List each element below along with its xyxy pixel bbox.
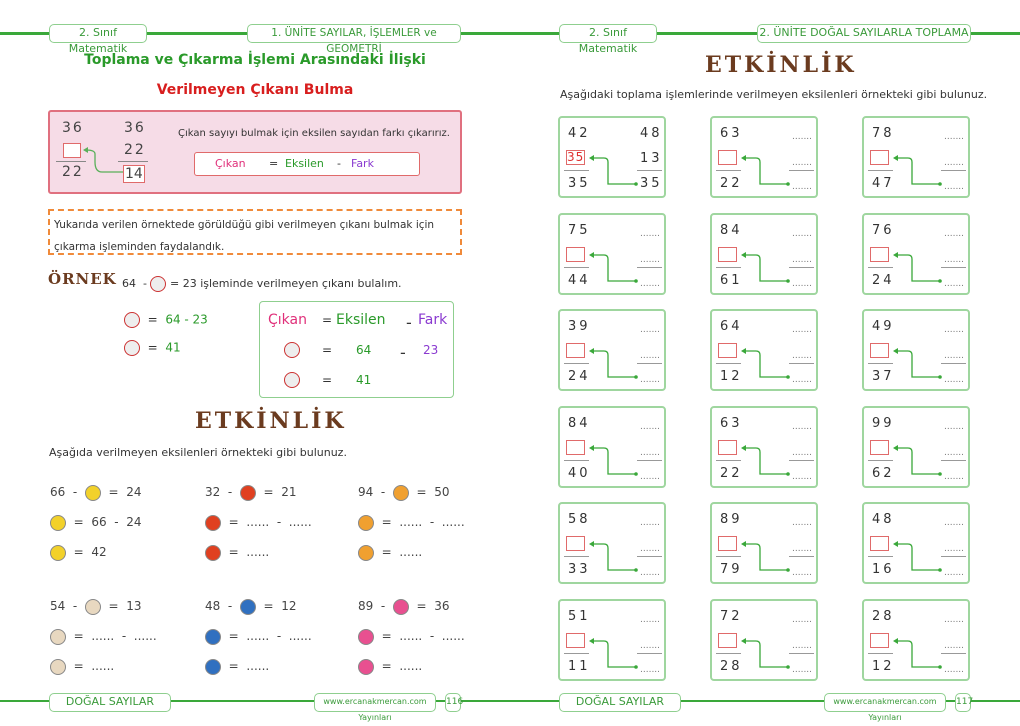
answer-box[interactable] xyxy=(718,343,737,358)
horse-icon xyxy=(50,629,66,645)
card-right-bottom[interactable]: ....... xyxy=(944,182,965,192)
card-bottom-number: 12 xyxy=(872,658,895,674)
rule-text: Çıkan sayıyı bulmak için eksilen sayıdan farkı çıkarırız. xyxy=(178,128,450,139)
card-bottom-number: 12 xyxy=(720,369,743,384)
solution-line1: 64 - 23 xyxy=(165,312,208,327)
butterfly-icon xyxy=(358,629,374,645)
exercise-card xyxy=(710,599,818,681)
card-right-middle[interactable]: ....... xyxy=(792,640,813,651)
card-right-bottom[interactable]: ....... xyxy=(640,664,661,675)
answer-box[interactable] xyxy=(718,440,737,455)
card-bottom-number: 28 xyxy=(720,658,743,674)
difference-2: 22 xyxy=(124,142,146,158)
card-right-top[interactable]: ....... xyxy=(944,421,965,432)
card-right-top[interactable]: ....... xyxy=(792,614,813,625)
ornek-op: - xyxy=(143,277,147,290)
card-top-number: 75 xyxy=(568,222,591,238)
card-right-top[interactable]: ....... xyxy=(640,228,661,239)
box-v2: 23 xyxy=(423,343,439,357)
minuend: 36 xyxy=(62,120,84,136)
puzzle-step2[interactable]: = ...... xyxy=(205,656,269,676)
puzzle-step1-b: ...... xyxy=(441,629,465,643)
answer-box[interactable] xyxy=(718,150,737,165)
answer-box[interactable] xyxy=(718,247,737,262)
exercise-card xyxy=(558,116,666,198)
unit-tag: 1. ÜNİTE SAYILAR, İŞLEMLER ve GEOMETRİ xyxy=(247,24,461,43)
chick-icon xyxy=(85,485,101,501)
card-bottom-number: 22 xyxy=(720,465,743,481)
card-right-bottom[interactable]: ....... xyxy=(640,375,661,385)
card-right-middle: 13 xyxy=(640,151,663,166)
snail-icon xyxy=(205,545,221,561)
cow-icon xyxy=(358,515,374,531)
card-top-number: 58 xyxy=(568,512,591,527)
puzzle-step1-b: ...... xyxy=(288,515,312,529)
rooster-icon xyxy=(284,342,300,358)
card-right-bottom[interactable]: ....... xyxy=(944,568,965,578)
exercise-card xyxy=(710,213,818,295)
card-bottom-number: 35 xyxy=(568,176,591,191)
box-v1: 64 xyxy=(356,343,372,357)
snail-icon xyxy=(240,485,256,501)
ornek-solution: = 64 - 23 = 41 xyxy=(124,312,208,356)
card-right-bottom: 35 xyxy=(640,176,663,191)
card-right-middle[interactable]: ....... xyxy=(792,351,813,361)
card-right-bottom[interactable]: ....... xyxy=(640,471,661,482)
puzzle-minuend: 66 xyxy=(50,485,66,499)
card-bottom-number: 24 xyxy=(872,272,895,288)
grade-tag: 2. Sınıf Matematik xyxy=(559,24,657,43)
card-right-top[interactable]: ....... xyxy=(792,421,813,432)
puzzle-result: 21 xyxy=(281,485,297,499)
exercise-card xyxy=(710,116,818,198)
puzzle-step1[interactable]: = ...... - ...... xyxy=(358,512,465,532)
puzzle-result: 24 xyxy=(126,485,142,499)
card-bottom-number: 62 xyxy=(872,465,895,481)
card-right-bottom[interactable]: ....... xyxy=(944,664,965,675)
card-right-middle[interactable]: ....... xyxy=(640,254,661,265)
puzzle-step1-b: ...... xyxy=(133,629,157,643)
ornek-num: 64 xyxy=(122,277,136,290)
box-eksilen: Eksilen xyxy=(336,312,386,328)
card-bottom-number: 24 xyxy=(568,369,591,384)
card-right-top[interactable]: ....... xyxy=(640,614,661,625)
puzzle-minuend: 48 xyxy=(205,599,221,613)
footer-site: www.ercanakmercan.com Yayınları xyxy=(824,693,946,712)
answer-box[interactable] xyxy=(870,440,889,455)
formula-eq: = xyxy=(269,157,279,170)
puzzle-step1-a: ...... xyxy=(399,515,423,529)
answer-box[interactable] xyxy=(870,150,889,165)
answer-value: 14 xyxy=(125,166,143,182)
card-top-number: 51 xyxy=(568,608,591,624)
card-right-middle[interactable]: ....... xyxy=(944,254,965,265)
card-top-number: 63 xyxy=(720,126,743,141)
puzzle-step2[interactable]: = 42 xyxy=(50,542,107,562)
instruction: Aşağıda verilmeyen eksilenleri örnekteki gibi bulunuz. xyxy=(49,446,347,459)
card-right-middle[interactable]: ....... xyxy=(792,544,813,554)
card-right-top[interactable]: ....... xyxy=(640,325,661,335)
card-right-middle[interactable]: ....... xyxy=(944,351,965,361)
puzzle-step1-b: ...... xyxy=(288,629,312,643)
card-right-top[interactable]: ....... xyxy=(640,421,661,432)
card-right-bottom[interactable]: ....... xyxy=(792,664,813,675)
exercise-card xyxy=(862,213,970,295)
puzzle-step1-b: 24 xyxy=(126,515,142,529)
card-right-bottom[interactable]: ....... xyxy=(792,568,813,578)
card-right-middle[interactable]: ....... xyxy=(640,447,661,458)
card-right-top[interactable]: ....... xyxy=(792,228,813,239)
puzzle-answer: ...... xyxy=(91,659,115,673)
box-fark: Fark xyxy=(418,312,448,328)
puzzle-answer: ...... xyxy=(246,545,270,559)
butterfly-icon xyxy=(358,659,374,675)
puzzle-result: 13 xyxy=(126,599,142,613)
puzzle-step2[interactable]: = ...... xyxy=(358,656,422,676)
puzzle-answer: 42 xyxy=(91,545,107,559)
rooster-icon xyxy=(284,372,300,388)
puzzle-step1-a: ...... xyxy=(246,515,270,529)
puzzle-step1[interactable]: = ...... - ...... xyxy=(50,626,157,646)
chick-icon xyxy=(50,545,66,561)
card-right-middle[interactable]: ....... xyxy=(640,351,661,361)
exercise-card xyxy=(862,599,970,681)
rooster-icon xyxy=(124,340,140,356)
footer-topic: DOĞAL SAYILAR xyxy=(49,693,171,712)
exercise-card xyxy=(862,309,970,391)
card-right-top[interactable]: ....... xyxy=(944,518,965,528)
note-box: Yukarıda verilen örnektede görüldüğü gibi verilmeyen çıkanı bulmak için çıkarma işleminden faydalandık. xyxy=(48,209,462,255)
exercise-card xyxy=(558,309,666,391)
card-right-bottom[interactable]: ....... xyxy=(792,278,813,289)
card-bottom-number: 47 xyxy=(872,176,895,191)
card-top-number: 99 xyxy=(872,415,895,431)
puzzle-step1[interactable]: = ...... - ...... xyxy=(205,512,312,532)
card-right-middle[interactable]: ....... xyxy=(944,447,965,458)
puzzle-step1[interactable]: = ...... - ...... xyxy=(358,626,465,646)
card-top-number: 63 xyxy=(720,415,743,431)
farmer-icon xyxy=(240,599,256,615)
card-bottom-number: 40 xyxy=(568,465,591,481)
puzzle-minuend: 94 xyxy=(358,485,374,499)
puzzle-step2[interactable]: = ...... xyxy=(50,656,114,676)
puzzle-step1[interactable]: = 66 - 24 xyxy=(50,512,141,532)
answer-box[interactable] xyxy=(870,536,889,551)
card-right-middle[interactable]: ....... xyxy=(944,544,965,554)
unit-tag: 2. ÜNİTE DOĞAL SAYILARLA TOPLAMA xyxy=(757,24,971,43)
puzzle-step1[interactable]: = ...... - ...... xyxy=(205,626,312,646)
exercise-card xyxy=(710,406,818,488)
card-right-top[interactable]: ....... xyxy=(944,228,965,239)
card-top-number: 72 xyxy=(720,608,743,624)
puzzle-step1-a: 66 xyxy=(91,515,107,529)
card-bottom-number: 33 xyxy=(568,562,591,577)
example-box xyxy=(48,110,462,194)
etkinlik-logo: ETKİNLİK xyxy=(195,408,347,434)
footer-topic: DOĞAL SAYILAR xyxy=(559,693,681,712)
card-right-bottom[interactable]: ....... xyxy=(944,278,965,289)
card-top-number: 89 xyxy=(720,512,743,527)
puzzle-minuend: 32 xyxy=(205,485,221,499)
puzzle-equation: 32 - = 21 xyxy=(205,485,297,499)
card-top-number: 49 xyxy=(872,319,895,334)
card-right-middle[interactable]: ....... xyxy=(640,640,661,651)
puzzle-step2[interactable]: = ...... xyxy=(205,542,269,562)
ornek-line xyxy=(122,276,402,292)
card-right-bottom[interactable]: ....... xyxy=(944,471,965,482)
card-bottom-number: 11 xyxy=(568,658,591,674)
card-right-middle[interactable]: ....... xyxy=(640,544,661,554)
formula-cikan: Çıkan xyxy=(215,157,246,170)
etkinlik-logo: ETKİNLİK xyxy=(705,52,857,78)
answer-box[interactable] xyxy=(718,536,737,551)
exercise-card xyxy=(862,406,970,488)
puzzle-equation: 89 - = 36 xyxy=(358,599,450,613)
card-right-middle[interactable]: ....... xyxy=(944,158,965,168)
card-top-number: 84 xyxy=(720,222,743,238)
card-top-number: 42 xyxy=(568,126,591,141)
exercise-card xyxy=(558,213,666,295)
puzzle-step2[interactable]: = ...... xyxy=(358,542,422,562)
card-right-bottom[interactable]: ....... xyxy=(792,375,813,385)
card-right-top[interactable]: ....... xyxy=(944,325,965,335)
puzzle-step1-a: ...... xyxy=(399,629,423,643)
exercise-card xyxy=(862,116,970,198)
puzzle-equation: 66 - = 24 xyxy=(50,485,142,499)
puzzle-step1-a: ...... xyxy=(91,629,115,643)
cow-icon xyxy=(358,545,374,561)
page-number: 116 xyxy=(445,693,461,712)
card-bottom-number: 44 xyxy=(568,272,591,288)
card-bottom-number: 61 xyxy=(720,272,743,288)
arrow-icon xyxy=(50,112,170,192)
page-subtitle: Verilmeyen Çıkanı Bulma xyxy=(156,82,354,98)
answer-box[interactable] xyxy=(566,536,585,551)
minuend-2: 36 xyxy=(124,120,146,136)
card-top-number: 64 xyxy=(720,319,743,334)
card-right-top[interactable]: ....... xyxy=(640,518,661,528)
puzzle-equation: 54 - = 13 xyxy=(50,599,142,613)
exercise-card xyxy=(558,599,666,681)
card-right-bottom[interactable]: ....... xyxy=(944,375,965,385)
card-right-top: 48 xyxy=(640,126,663,141)
card-right-top[interactable]: ....... xyxy=(792,518,813,528)
rooster-icon xyxy=(150,276,166,292)
answer-box[interactable] xyxy=(566,343,585,358)
solution-line2: 41 xyxy=(165,340,181,355)
box-cikan: Çıkan xyxy=(268,312,307,328)
footer-site: www.ercanakmercan.com Yayınları xyxy=(314,693,436,712)
card-bottom-number: 37 xyxy=(872,369,895,384)
puzzle-answer: ...... xyxy=(399,545,423,559)
page-title: Toplama ve Çıkarma İşlemi Arasındaki İlişki xyxy=(84,52,426,68)
card-right-middle[interactable]: ....... xyxy=(792,158,813,168)
card-top-number: 39 xyxy=(568,319,591,334)
puzzle-minuend: 89 xyxy=(358,599,374,613)
formula-eksilen: Eksilen xyxy=(285,157,324,170)
card-right-top[interactable]: ....... xyxy=(792,132,813,142)
card-right-top[interactable]: ....... xyxy=(944,132,965,142)
cow-icon xyxy=(393,485,409,501)
grade-tag: 2. Sınıf Matematik xyxy=(49,24,147,43)
horse-icon xyxy=(85,599,101,615)
card-top-number: 78 xyxy=(872,126,895,141)
puzzle-result: 12 xyxy=(281,599,297,613)
puzzle-result: 50 xyxy=(434,485,450,499)
box-v3: 41 xyxy=(356,373,372,387)
card-bottom-number: 16 xyxy=(872,562,895,577)
card-right-middle[interactable]: ....... xyxy=(792,447,813,458)
puzzle-answer: ...... xyxy=(246,659,270,673)
card-right-bottom[interactable]: ....... xyxy=(640,568,661,578)
exercise-card xyxy=(558,502,666,584)
exercise-card xyxy=(710,309,818,391)
formula-fark: Fark xyxy=(351,157,374,170)
puzzle-equation: 94 - = 50 xyxy=(358,485,450,499)
answer-box[interactable] xyxy=(870,633,889,648)
card-right-bottom[interactable]: ....... xyxy=(640,278,661,289)
card-right-bottom[interactable]: ....... xyxy=(792,471,813,482)
answer-box[interactable] xyxy=(566,633,585,648)
farmer-icon xyxy=(205,659,221,675)
formula-box xyxy=(194,152,420,176)
ornek-text: = 23 işleminde verilmeyen çıkanı bulalım. xyxy=(169,277,402,290)
horse-icon xyxy=(50,659,66,675)
difference: 22 xyxy=(62,164,84,180)
answer-box[interactable]: 35 xyxy=(567,150,585,164)
exercise-card xyxy=(710,502,818,584)
box-eq: = xyxy=(322,313,333,327)
formula-minus: - xyxy=(337,157,341,170)
puzzle-equation: 48 - = 12 xyxy=(205,599,297,613)
card-right-bottom[interactable]: ....... xyxy=(792,182,813,192)
card-top-number: 84 xyxy=(568,415,591,431)
ornek-logo: ÖRNEK xyxy=(48,270,117,288)
card-top-number: 48 xyxy=(872,512,895,527)
card-right-top[interactable]: ....... xyxy=(792,325,813,335)
exercise-card xyxy=(558,406,666,488)
ornek-formula-box: Çıkan = Eksilen - Fark = 64 - 23 = 41 xyxy=(259,301,454,398)
answer-box[interactable] xyxy=(566,440,585,455)
card-top-number: 76 xyxy=(872,222,895,238)
butterfly-icon xyxy=(393,599,409,615)
card-right-middle[interactable]: ....... xyxy=(792,254,813,265)
answer-box[interactable] xyxy=(718,633,737,648)
card-right-top[interactable]: ....... xyxy=(944,614,965,625)
instruction: Aşağıdaki toplama işlemlerinde verilmeyen eksilenleri örnekteki gibi bulunuz. xyxy=(560,88,988,101)
puzzle-minuend: 54 xyxy=(50,599,66,613)
chick-icon xyxy=(50,515,66,531)
page-number: 117 xyxy=(955,693,971,712)
box-minus: - xyxy=(406,313,412,332)
puzzle-result: 36 xyxy=(434,599,450,613)
card-bottom-number: 22 xyxy=(720,176,743,191)
exercise-card xyxy=(862,502,970,584)
farmer-icon xyxy=(205,629,221,645)
puzzle-step1-b: ...... xyxy=(441,515,465,529)
card-right-middle[interactable]: ....... xyxy=(944,640,965,651)
puzzle-step1-a: ...... xyxy=(246,629,270,643)
card-top-number: 28 xyxy=(872,608,895,624)
answer-box[interactable] xyxy=(566,247,585,262)
card-bottom-number: 79 xyxy=(720,562,743,577)
snail-icon xyxy=(205,515,221,531)
answer-box[interactable] xyxy=(870,247,889,262)
answer-box[interactable] xyxy=(870,343,889,358)
puzzle-answer: ...... xyxy=(399,659,423,673)
rooster-icon xyxy=(124,312,140,328)
